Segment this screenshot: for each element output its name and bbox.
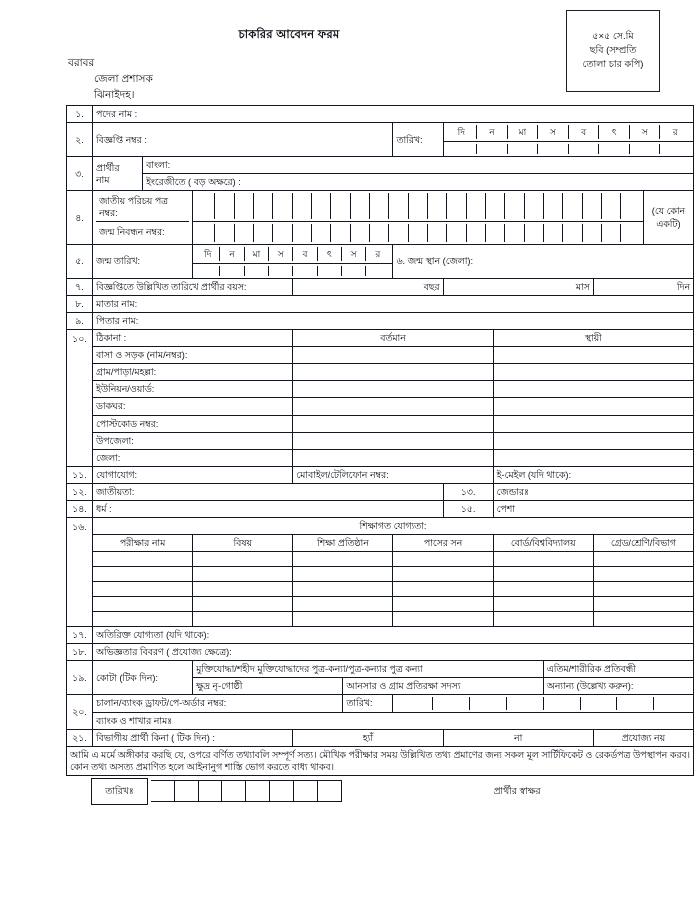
addressee-office: জেলা প্রশাসক	[94, 72, 153, 85]
payment-date-box-1[interactable]	[396, 697, 433, 709]
table-row-education-data	[67, 582, 694, 597]
nid-digit-box-1[interactable]	[196, 193, 215, 218]
address-present-union[interactable]	[293, 381, 493, 398]
signature-spacer	[70, 778, 92, 804]
dob-cell-ro: র	[375, 248, 381, 259]
photo-desc-line2: তোলা চার কপি)	[582, 58, 644, 70]
address-col-permanent: স্থায়ী	[493, 330, 693, 347]
age-years-field[interactable]: বছর	[293, 278, 443, 295]
signature-area	[67, 775, 694, 807]
nid-digit-box-12[interactable]	[409, 193, 428, 218]
table-row-date-of-birth	[67, 244, 694, 263]
quota-option-orphan-disabled[interactable]: এতিম/শারীরিক প্রতিবন্ধী	[543, 661, 693, 678]
address-permanent-postcode[interactable]	[493, 415, 693, 432]
nid-digit-box-22[interactable]	[602, 193, 621, 218]
birthplace-field[interactable]	[393, 244, 694, 278]
contact-label: যোগাযোগ:	[93, 466, 293, 483]
declaration-date-box-8[interactable]	[318, 781, 341, 801]
dob-input-cells[interactable]	[193, 263, 393, 278]
contact-email-field[interactable]: ই-মেইল (যদি থাকে):	[493, 466, 693, 483]
table-row-education-data	[67, 612, 694, 627]
row-number-12: ১২.	[67, 483, 93, 500]
address-permanent-district[interactable]	[493, 449, 693, 466]
birth-reg-digit-box-18[interactable]	[525, 224, 544, 242]
contact-mobile-field[interactable]: মোবাইল/টেলিফোন নম্বর:	[293, 466, 493, 483]
row-number-18: ১৮.	[67, 644, 93, 661]
photo-desc-line1: ছবি (সম্প্রতি	[589, 45, 637, 57]
education-col-grade: গ্রেড/শ্রেণি/বিভাগ	[593, 535, 693, 552]
nid-either-note: (যে কোন একটি)	[643, 191, 693, 245]
table-row-address-postoffice	[67, 398, 694, 415]
date-input-4[interactable]	[538, 144, 569, 154]
birth-registration-boxes[interactable]	[193, 221, 644, 244]
education-cell-institution[interactable]	[293, 582, 393, 597]
table-row-signature	[67, 775, 694, 807]
table-row-address-district	[67, 449, 694, 466]
nid-digit-box-5[interactable]	[273, 193, 292, 218]
addressee-block	[68, 56, 153, 103]
education-cell-pass-year[interactable]	[393, 597, 493, 612]
nid-digit-box-4[interactable]	[254, 193, 273, 218]
education-cell-grade[interactable]	[593, 582, 693, 597]
nid-digit-box-21[interactable]	[583, 193, 602, 218]
photo-placeholder-box	[566, 10, 660, 92]
address-field-label-village: গ্রাম/পাড়া/মহল্লা:	[93, 364, 293, 381]
payment-date-box-6[interactable]	[581, 697, 618, 709]
nid-digit-box-19[interactable]	[544, 193, 563, 218]
payment-date-box-5[interactable]	[544, 697, 581, 709]
birth-reg-digit-box-23[interactable]	[621, 224, 639, 242]
date-input-1[interactable]	[447, 144, 478, 154]
birth-registration-label: জন্ম নিবন্ধন নম্বর:	[96, 222, 189, 242]
nid-digit-box-6[interactable]	[293, 193, 312, 218]
row-number-16: ১৬.	[67, 517, 93, 626]
experience-field[interactable]: অভিজ্ঞতার বিবরণ ( প্রযোজ্য ক্ষেত্রে):	[93, 644, 694, 661]
education-cell-institution[interactable]	[293, 597, 393, 612]
date-cell-no: ন	[477, 125, 508, 139]
dob-input-4[interactable]	[269, 266, 293, 276]
table-row-nid	[67, 191, 694, 221]
dob-letter-row	[196, 247, 389, 261]
quota-option-ethnic-minority[interactable]: ক্ষুদ্র নৃ-গোষ্ঠী	[193, 678, 343, 695]
birthplace-number: ৬.	[396, 256, 406, 267]
address-permanent-union[interactable]	[493, 381, 693, 398]
additional-qualification-field[interactable]: অতিরিক্ত যোগ্যতা (যদি থাকে):	[93, 627, 694, 644]
table-row-mother-name	[67, 295, 694, 312]
education-cell-exam-name[interactable]	[93, 552, 193, 567]
payment-date-box-4[interactable]	[507, 697, 544, 709]
nid-box-row[interactable]	[196, 193, 640, 218]
education-cell-subject[interactable]	[193, 582, 293, 597]
education-cell-board[interactable]	[493, 552, 593, 567]
table-row-education-data	[67, 552, 694, 567]
row-number-3: ৩.	[67, 157, 93, 191]
address-field-label-upazila: উপজেলা:	[93, 432, 293, 449]
row-number-9: ৯.	[67, 313, 93, 330]
table-row-quota-1	[67, 661, 694, 678]
table-row-education-data	[67, 597, 694, 612]
nid-digit-box-3[interactable]	[235, 193, 254, 218]
payment-number-field[interactable]: চালান/ব্যাংক ড্রাফট/পে-অর্ডার নম্বর:	[93, 695, 343, 712]
education-cell-subject[interactable]	[193, 552, 293, 567]
table-row-age	[67, 278, 694, 295]
birth-reg-digit-box-1[interactable]	[196, 224, 215, 242]
table-row-departmental-candidate	[67, 729, 694, 746]
row-number-14: ১৪.	[67, 500, 93, 517]
address-label: ঠিকানা :	[93, 330, 293, 347]
row-number-11: ১১.	[67, 466, 93, 483]
circular-number-field[interactable]: বিজ্ঞপ্তি নম্বর :	[93, 123, 393, 157]
nid-number-boxes[interactable]	[193, 191, 644, 221]
education-cell-exam-name[interactable]	[93, 612, 193, 627]
row-number-10: ১০.	[67, 330, 93, 467]
photo-size-line: ৫×৫ সে.মি	[592, 31, 634, 43]
dob-input-8[interactable]	[366, 266, 389, 276]
dob-cell-ma: মা	[245, 247, 269, 261]
birth-reg-digit-box-14[interactable]	[447, 224, 466, 242]
declaration-date-box-6[interactable]	[270, 781, 294, 801]
nid-digit-box-7[interactable]	[312, 193, 331, 218]
table-row-applicant-name-english	[67, 174, 694, 191]
nid-label	[96, 193, 189, 222]
row-number-20: ২০.	[67, 695, 93, 729]
form-header	[0, 0, 698, 105]
addressee-to: বরাবর	[68, 57, 95, 69]
dob-header-cells	[193, 244, 393, 263]
nid-digit-box-8[interactable]	[331, 193, 350, 218]
birth-reg-box-row[interactable]	[196, 224, 640, 242]
nid-digit-box-23[interactable]	[621, 193, 639, 218]
declaration-date-boxes[interactable]	[148, 778, 344, 804]
table-row-additional-qualification	[67, 627, 694, 644]
table-row-religion-occupation	[67, 500, 694, 517]
education-cell-grade[interactable]	[593, 552, 693, 567]
birth-reg-digit-box-10[interactable]	[370, 224, 389, 242]
quota-option-ansar-vdp[interactable]: আনসার ও গ্রাম প্রতিরক্ষা সদস্য	[343, 678, 543, 695]
declaration-text: আমি এ মর্মে অঙ্গীকার করছি যে, ওপরে বর্ণিত তথ্যাবলি সম্পূর্ণ সত্য। মৌখিক পরীক্ষার সময় উল্লিখিত তথ্য প্রমাণের জন্য সকল মূল সার্টিফিকেট ও রেকর্ডপত্র উপস্থাপন করব। কোন তথ্য অসত্য প্রমাণিত হলে আইনানুগ শাস্তি ভোগ করতে বাধ্য থাকব।	[67, 746, 694, 775]
application-form-table	[66, 105, 694, 807]
nationality-field[interactable]: জাতীয়তা:	[93, 483, 444, 500]
education-cell-pass-year[interactable]	[393, 567, 493, 582]
nid-label-row	[96, 193, 189, 222]
applicant-name-bangla-field[interactable]: বাংলা:	[143, 157, 694, 174]
table-row-address-postcode	[67, 415, 694, 432]
dob-cell-no: ন	[220, 247, 244, 261]
address-permanent-house[interactable]	[493, 347, 693, 364]
age-days-field[interactable]: দিন	[593, 278, 693, 295]
education-col-pass-year: পাসের সন	[393, 535, 493, 552]
applicant-name-label	[93, 157, 143, 191]
applicant-signature-label: প্রার্থীর স্বাক্ষর	[493, 786, 541, 797]
nid-digit-box-15[interactable]	[467, 193, 486, 218]
birth-reg-digit-box-13[interactable]	[428, 224, 447, 242]
date-input-6[interactable]	[599, 144, 630, 154]
date-cell-sho: স	[538, 125, 569, 139]
dob-input-6[interactable]	[318, 266, 342, 276]
address-present-district[interactable]	[293, 449, 493, 466]
row-number-2: ২.	[67, 123, 93, 157]
circular-date-header-cells	[443, 123, 693, 142]
address-field-label-postcode: পোস্টকোড নম্বর:	[93, 415, 293, 432]
table-row-father-name	[67, 313, 694, 330]
declaration-date-box-3[interactable]	[199, 781, 223, 801]
address-col-present: বর্তমান	[293, 330, 493, 347]
date-cell-ro: র	[672, 127, 678, 138]
education-cell-subject[interactable]	[193, 597, 293, 612]
table-row-declaration	[67, 746, 694, 775]
age-label: বিজ্ঞপ্তিতে উল্লিখিত তারিখে প্রার্থীর বয়স:	[93, 278, 293, 295]
signature-row	[70, 778, 691, 804]
dob-cell-sho: স	[269, 247, 293, 261]
applicant-label-line2: নাম	[96, 174, 110, 185]
education-cell-pass-year[interactable]	[393, 612, 493, 627]
declaration-date-label: তারিখঃ	[92, 778, 148, 804]
declaration-date-box-1[interactable]	[151, 781, 175, 801]
education-cell-board[interactable]	[493, 582, 593, 597]
dob-input-7[interactable]	[342, 266, 366, 276]
birth-reg-digit-box-21[interactable]	[583, 224, 602, 242]
dob-input-3[interactable]	[245, 266, 269, 276]
address-permanent-village[interactable]	[493, 364, 693, 381]
quota-label: কোটা (টিক দিন):	[93, 661, 193, 695]
address-present-postoffice[interactable]	[293, 398, 493, 415]
birth-reg-digit-box-6[interactable]	[293, 224, 312, 242]
nid-labels-cell	[93, 191, 193, 245]
birth-reg-digit-box-9[interactable]	[351, 224, 370, 242]
table-row-experience	[67, 644, 694, 661]
date-letter-row	[447, 125, 690, 139]
declaration-date-box-2[interactable]	[175, 781, 199, 801]
birth-reg-digit-box-8[interactable]	[331, 224, 350, 242]
education-section-title: শিক্ষাগত যোগ্যতা:	[93, 517, 694, 534]
quota-option-other[interactable]: অন্যান্য (উল্লেখ্য করুন):	[543, 678, 693, 695]
nid-digit-box-10[interactable]	[370, 193, 389, 218]
date-input-7[interactable]	[630, 144, 661, 154]
education-col-institution: শিক্ষা প্রতিষ্ঠান	[293, 535, 393, 552]
payment-date-label: তারিখ:	[343, 695, 393, 712]
occupation-field[interactable]: পেশা	[493, 500, 693, 517]
birth-reg-digit-box-22[interactable]	[602, 224, 621, 242]
nid-digit-box-16[interactable]	[486, 193, 505, 218]
date-input-8[interactable]	[660, 144, 690, 154]
birth-reg-digit-box-17[interactable]	[505, 224, 524, 242]
education-cell-exam-name[interactable]	[93, 597, 193, 612]
address-present-postcode[interactable]	[293, 415, 493, 432]
birth-reg-digit-box-5[interactable]	[273, 224, 292, 242]
address-field-label-postoffice: ডাকঘর:	[93, 398, 293, 415]
row-number-5: ৫.	[67, 244, 93, 278]
nid-digit-box-13[interactable]	[428, 193, 447, 218]
nid-digit-box-14[interactable]	[447, 193, 466, 218]
payment-date-box-row[interactable]	[396, 697, 690, 709]
declaration-date-box-row[interactable]	[151, 780, 342, 802]
birth-reg-digit-box-20[interactable]	[563, 224, 582, 242]
education-col-exam-name: পরীক্ষার নাম	[93, 535, 193, 552]
declaration-date-box-7[interactable]	[294, 781, 318, 801]
date-cell-sho2: স	[630, 125, 661, 139]
nid-label-line1: জাতীয় পরিচয় পত্র	[99, 196, 169, 207]
row-number-13: ১৩.	[443, 483, 493, 500]
dob-input-row[interactable]	[196, 266, 389, 276]
date-cell-di: দি	[447, 125, 478, 139]
table-row-circular-number	[67, 123, 694, 142]
row-number-1: ১.	[67, 106, 93, 123]
row-number-17: ১৭.	[67, 627, 93, 644]
education-cell-subject[interactable]	[193, 567, 293, 582]
row-number-19: ১৯.	[67, 661, 93, 695]
bank-branch-field[interactable]: ব্যাংক ও শাখার নামঃ	[93, 712, 694, 729]
addressee-district: ঝিনাইদহ।	[94, 88, 135, 101]
date-cell-tso: ৎ	[599, 125, 630, 139]
mother-name-field[interactable]: মাতার নাম:	[93, 295, 694, 312]
dob-cell-bo: ব	[293, 247, 317, 261]
age-months-field[interactable]: মাস	[443, 278, 593, 295]
address-field-label-union: ইউনিয়ন/ওয়ার্ড:	[93, 381, 293, 398]
date-input-row[interactable]	[447, 144, 690, 154]
table-row-education-header	[67, 535, 694, 552]
education-col-board: বোর্ড/বিশ্ববিদ্যালয়	[493, 535, 593, 552]
table-row-post-name	[67, 106, 694, 123]
birth-reg-digit-box-19[interactable]	[544, 224, 563, 242]
education-cell-exam-name[interactable]	[93, 582, 193, 597]
birth-reg-digit-box-4[interactable]	[254, 224, 273, 242]
education-cell-exam-name[interactable]	[93, 567, 193, 582]
birth-reg-digit-box-15[interactable]	[467, 224, 486, 242]
departmental-option-yes[interactable]: হ্যাঁ	[293, 729, 443, 746]
address-permanent-postoffice[interactable]	[493, 398, 693, 415]
nid-digit-box-11[interactable]	[389, 193, 408, 218]
birth-reg-digit-box-3[interactable]	[235, 224, 254, 242]
dob-cell-tso: ৎ	[318, 247, 342, 261]
dob-input-5[interactable]	[293, 266, 317, 276]
education-cell-board[interactable]	[493, 567, 593, 582]
birth-reg-digit-box-11[interactable]	[389, 224, 408, 242]
date-input-2[interactable]	[477, 144, 508, 154]
applicant-label-line1: প্রার্থীর	[96, 162, 120, 173]
nid-label-subtable	[96, 193, 189, 242]
dob-input-1[interactable]	[196, 266, 220, 276]
gender-field[interactable]: জেন্ডারঃ	[493, 483, 693, 500]
education-cell-institution[interactable]	[293, 552, 393, 567]
birth-reg-digit-box-7[interactable]	[312, 224, 331, 242]
birth-reg-digit-box-12[interactable]	[409, 224, 428, 242]
quota-option-freedom-fighter[interactable]: মুক্তিযোদ্ধা/শহীদ মুক্তিযোদ্ধাদের পুত্র-কন্যা/পুত্র-কন্যার পুত্র কন্যা	[193, 661, 544, 678]
education-cell-institution[interactable]	[293, 612, 393, 627]
nid-label-line2: নম্বর:	[99, 208, 118, 219]
address-field-label-district: জেলা:	[93, 449, 293, 466]
circular-date-label: তারিখ:	[393, 123, 443, 157]
birth-reg-digit-box-2[interactable]	[215, 224, 234, 242]
education-cell-pass-year[interactable]	[393, 552, 493, 567]
religion-field[interactable]: ধর্ম :	[93, 500, 444, 517]
education-cell-institution[interactable]	[293, 567, 393, 582]
table-row-bank-branch	[67, 712, 694, 729]
date-cell-bo: ব	[569, 125, 600, 139]
departmental-option-na[interactable]: প্রযোজ্য নয়	[593, 729, 693, 746]
row-number-7: ৭.	[67, 278, 93, 295]
date-input-3[interactable]	[508, 144, 539, 154]
page-title: চাকরির আবেদন ফরম	[238, 29, 340, 41]
payment-date-boxes[interactable]	[393, 695, 694, 712]
departmental-option-no[interactable]: না	[443, 729, 593, 746]
birth-reg-digit-box-16[interactable]	[486, 224, 505, 242]
birth-reg-label-row	[96, 222, 189, 242]
departmental-label: বিভাগীয় প্রার্থী কিনা ( টিক দিন) :	[93, 729, 293, 746]
declaration-date-box-4[interactable]	[222, 781, 246, 801]
signature-subtable	[70, 778, 691, 805]
row-number-8: ৮.	[67, 295, 93, 312]
table-row-address-village	[67, 364, 694, 381]
table-row-contact	[67, 466, 694, 483]
father-name-field[interactable]: পিতার নাম:	[93, 313, 694, 330]
table-row-address-upazila	[67, 432, 694, 449]
education-cell-grade[interactable]	[593, 567, 693, 582]
dob-cell-di: দি	[196, 247, 220, 261]
applicant-name-english-field[interactable]: ইংরেজীতে ( বড় অক্ষরে) :	[143, 174, 694, 191]
table-row-education-title	[67, 517, 694, 534]
date-input-5[interactable]	[569, 144, 600, 154]
row-number-15: ১৫.	[443, 500, 493, 517]
post-name-field[interactable]: পদের নাম :	[93, 106, 694, 123]
dob-label: জন্ম তারিখ:	[93, 244, 193, 278]
education-cell-grade[interactable]	[593, 612, 693, 627]
table-row-nationality-gender	[67, 483, 694, 500]
nid-digit-box-20[interactable]	[563, 193, 582, 218]
education-cell-board[interactable]	[493, 612, 593, 627]
payment-date-box-7[interactable]	[617, 697, 654, 709]
table-row-address-house	[67, 347, 694, 364]
date-cell-ma: মা	[508, 125, 539, 139]
payment-date-box-3[interactable]	[470, 697, 507, 709]
table-row-address-union	[67, 381, 694, 398]
education-col-subject: বিষয়	[193, 535, 293, 552]
nid-digit-box-2[interactable]	[215, 193, 234, 218]
nid-digit-box-9[interactable]	[351, 193, 370, 218]
dob-cell-sho2: স	[342, 247, 366, 261]
table-row-address-header	[67, 330, 694, 347]
row-number-4: ৪.	[67, 191, 93, 245]
address-present-upazila[interactable]	[293, 432, 493, 449]
nid-digit-box-17[interactable]	[505, 193, 524, 218]
row-number-21: ২১.	[67, 729, 93, 746]
table-row-education-data	[67, 567, 694, 582]
payment-date-box-2[interactable]	[433, 697, 470, 709]
education-cell-grade[interactable]	[593, 597, 693, 612]
dob-input-2[interactable]	[220, 266, 244, 276]
address-field-label-house: বাসা ও সড়ক (নাম/নম্বর):	[93, 347, 293, 364]
address-permanent-upazila[interactable]	[493, 432, 693, 449]
circular-date-input-cells[interactable]	[443, 142, 693, 157]
address-present-village[interactable]	[293, 364, 493, 381]
table-row-applicant-name-bangla	[67, 157, 694, 174]
declaration-date-box-5[interactable]	[246, 781, 270, 801]
payment-date-box-8[interactable]	[654, 697, 690, 709]
table-row-payment	[67, 695, 694, 712]
education-cell-subject[interactable]	[193, 612, 293, 627]
education-cell-board[interactable]	[493, 597, 593, 612]
birthplace-label: জন্ম স্থান (জেলা):	[407, 256, 474, 267]
address-present-house[interactable]	[293, 347, 493, 364]
education-cell-pass-year[interactable]	[393, 582, 493, 597]
nid-digit-box-18[interactable]	[525, 193, 544, 218]
